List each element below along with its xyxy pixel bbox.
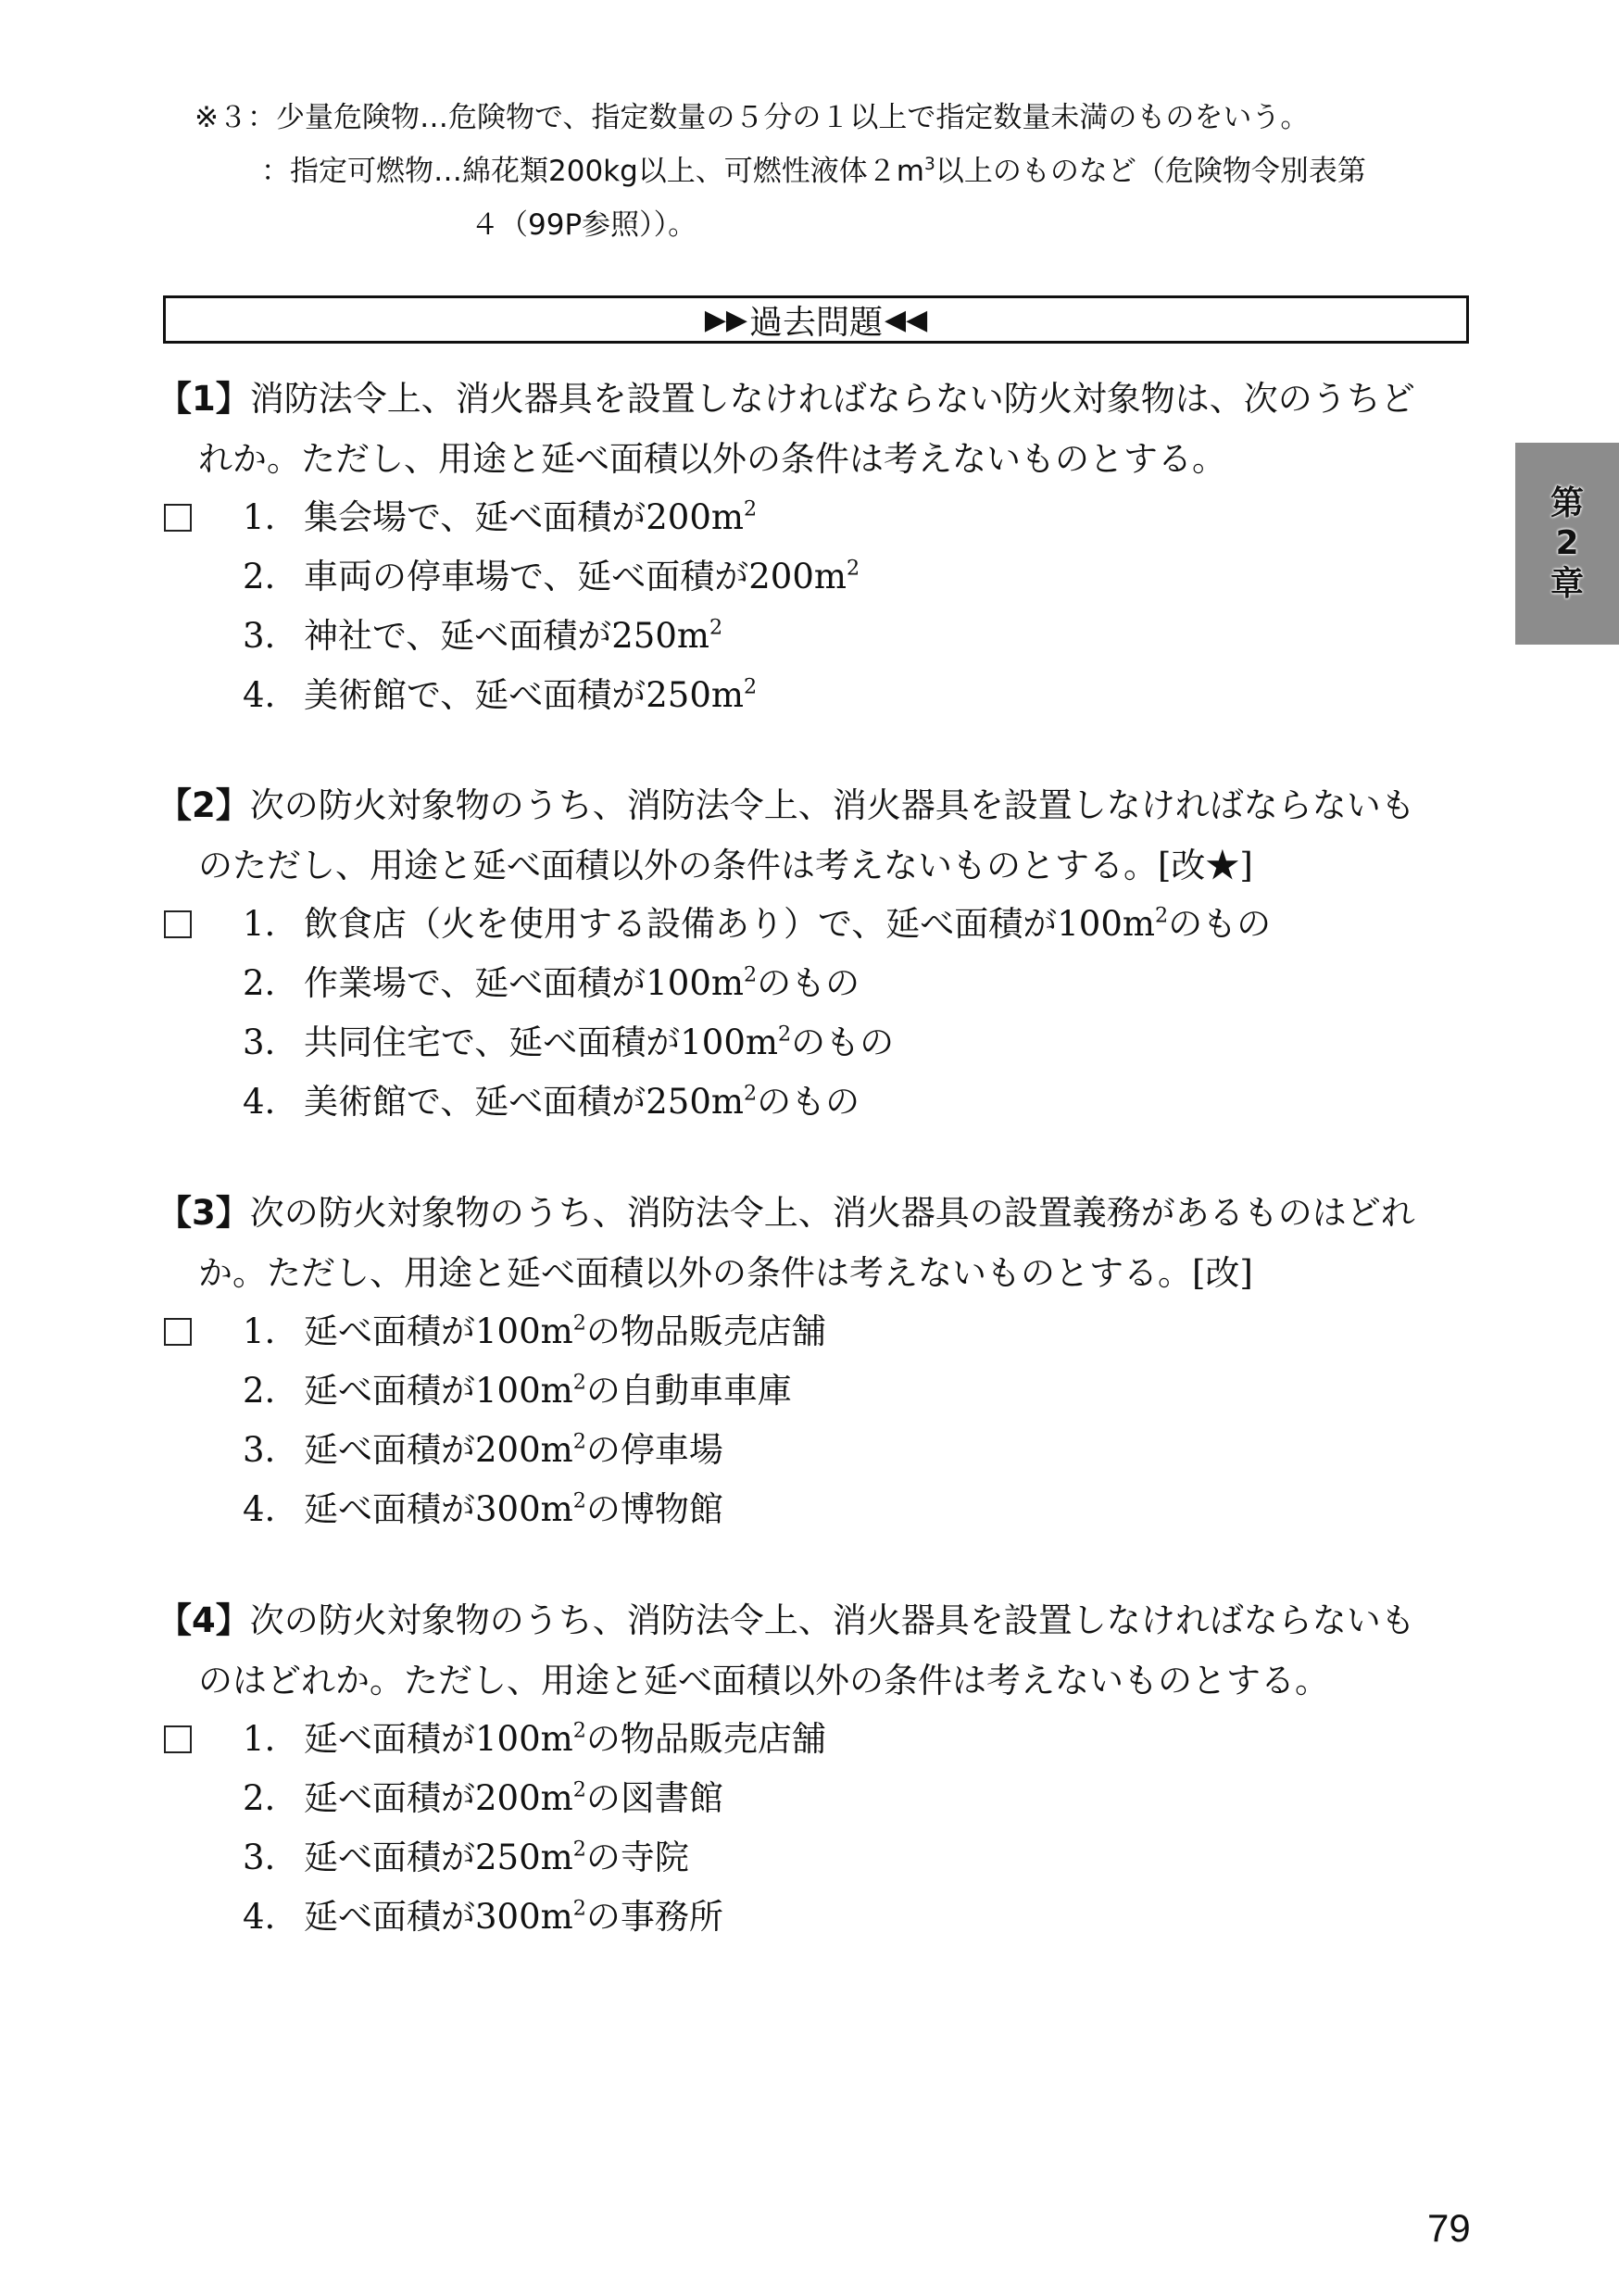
option-text: 延べ面積が300m [304,1897,573,1937]
option-text: 延べ面積が100m [304,1719,573,1759]
option-text: 延べ面積が200m [304,1778,573,1818]
option-text: 作業場で、延べ面積が100m [304,963,744,1003]
question-3-line-1 [157,1193,1415,1233]
option-item [243,1311,826,1351]
superscript: 2 [846,556,860,581]
option-text: 延べ面積が300m [304,1489,573,1529]
answer-checkbox[interactable] [164,1725,192,1753]
option-text: 共同住宅で、延べ面積が100m [304,1023,778,1062]
option-text-end: の停車場 [585,1430,723,1470]
option-text: 飲食店（火を使用する設備あり）で、延べ面積が100m [304,904,1155,944]
option-text: 延べ面積が200m [304,1430,573,1470]
question-text: 次の防火対象物のうち、消防法令上、消火器具の設置義務があるものはどれ [249,1193,1415,1233]
section-header [163,295,1469,344]
option-text-end: の物品販売店舗 [585,1311,826,1351]
option-text-end: のもの [757,1082,860,1122]
superscript: 2 [777,1022,792,1047]
superscript: 2 [743,674,758,699]
option-item [243,1837,689,1877]
superscript: 2 [743,962,758,987]
page-number: 79 [1427,2206,1471,2250]
option-item [243,1370,792,1411]
answer-checkbox[interactable] [164,910,192,938]
superscript: 2 [572,1370,586,1395]
note-line-2-text: ：指定可燃物…綿花類200kg以上、可燃性液体２m [261,155,924,188]
superscript: 2 [572,1837,586,1862]
option-number: 4. [243,1082,276,1122]
option-item [243,962,860,1003]
answer-checkbox[interactable] [164,504,192,532]
option-number: 3. [243,616,276,656]
option-item [243,1488,723,1529]
option-item [243,1777,723,1818]
section-title: 過去問題 [748,303,883,342]
superscript: 2 [743,496,758,521]
option-number: 1. [243,904,276,944]
option-number: 4. [243,1897,276,1937]
option-text: 延べ面積が100m [304,1371,573,1411]
option-number: 2. [243,1371,276,1411]
superscript: 2 [572,1311,586,1336]
question-number: 【4】 [157,1600,250,1640]
option-text-end: の図書館 [585,1778,723,1818]
option-number: 2. [243,963,276,1003]
option-item [243,1718,826,1759]
note-line-2 [261,154,1366,188]
question-text: 消防法令上、消火器具を設置しなければならない防火対象物は、次のうちど [249,379,1415,419]
option-number: 1. [243,1311,276,1351]
superscript: 2 [1154,903,1169,928]
question-2-line-2: のただし、用途と延べ面積以外の条件は考えないものとする。[改★] [198,846,1253,885]
superscript: 2 [572,1488,586,1513]
right-triangle-icon: ▶▶ [704,303,747,336]
option-number: 3. [243,1023,276,1062]
answer-checkbox[interactable] [164,1318,192,1346]
question-text: 次の防火対象物のうち、消防法令上、消火器具を設置しなければならないも [249,785,1415,825]
superscript: 2 [743,1081,758,1106]
note-line-3: ４（99P参照））。 [471,208,697,242]
option-number: 2. [243,557,276,596]
chapter-tab-char: 章 [1550,564,1584,603]
superscript: 2 [572,1777,586,1802]
option-text-end: のもの [791,1023,895,1062]
option-text-end: の物品販売店舗 [585,1719,826,1759]
option-text: 美術館で、延べ面積が250m [304,1082,744,1122]
left-triangle-icon: ◀◀ [885,303,928,336]
option-text: 延べ面積が250m [304,1838,573,1877]
option-text-end: のもの [757,963,860,1003]
option-number: 1. [243,1719,276,1759]
option-number: 3. [243,1838,276,1877]
superscript: 2 [572,1429,586,1454]
option-number: 4. [243,1489,276,1529]
option-item [243,1429,723,1470]
chapter-tab-number: 2 [1555,524,1579,563]
option-text: 車両の停車場で、延べ面積が200m [304,557,847,596]
option-item [243,1081,860,1122]
question-3-line-2: か。ただし、用途と延べ面積以外の条件は考えないものとする。[改] [198,1253,1253,1293]
option-item [243,674,758,715]
question-number: 【1】 [157,379,250,419]
option-text: 集会場で、延べ面積が200m [304,497,744,537]
chapter-tab-char: 第 [1550,483,1584,522]
question-2-line-1 [157,785,1415,825]
option-item [243,903,1272,944]
option-number: 1. [243,497,276,537]
option-item [243,496,758,537]
question-text: 次の防火対象物のうち、消防法令上、消火器具を設置しなければならないも [249,1600,1415,1640]
note-line-2-text-end: 以上のものなど（危険物令別表第 [935,155,1366,188]
question-1-line-1 [157,379,1415,419]
option-number: 2. [243,1778,276,1818]
option-item [243,1896,723,1937]
superscript: 2 [572,1896,586,1921]
chapter-tab [1515,443,1619,645]
question-1-line-2: れか。ただし、用途と延べ面積以外の条件は考えないものとする。 [198,439,1226,479]
question-4-line-2: のはどれか。ただし、用途と延べ面積以外の条件は考えないものとする。 [198,1661,1329,1700]
option-number: 4. [243,675,276,715]
option-item [243,556,860,596]
question-number: 【3】 [157,1193,250,1233]
option-text-end: の事務所 [585,1897,723,1937]
superscript: 2 [572,1718,586,1743]
option-text-end: の寺院 [585,1838,689,1877]
option-text-end: の博物館 [585,1489,723,1529]
question-4-line-1 [157,1600,1415,1640]
question-number: 【2】 [157,785,250,825]
option-number: 3. [243,1430,276,1470]
option-text: 神社で、延べ面積が250m [304,616,709,656]
option-text: 延べ面積が100m [304,1311,573,1351]
option-text-end: のもの [1168,904,1272,944]
superscript: 2 [709,615,723,640]
option-text-end: の自動車車庫 [585,1371,792,1411]
superscript: 3 [924,154,935,174]
option-item [243,615,723,656]
note-line-1: ※３：少量危険物…危険物で、指定数量の５分の１以上で指定数量未満のものをいう。 [195,101,1310,134]
option-item [243,1022,895,1062]
option-text: 美術館で、延べ面積が250m [304,675,744,715]
